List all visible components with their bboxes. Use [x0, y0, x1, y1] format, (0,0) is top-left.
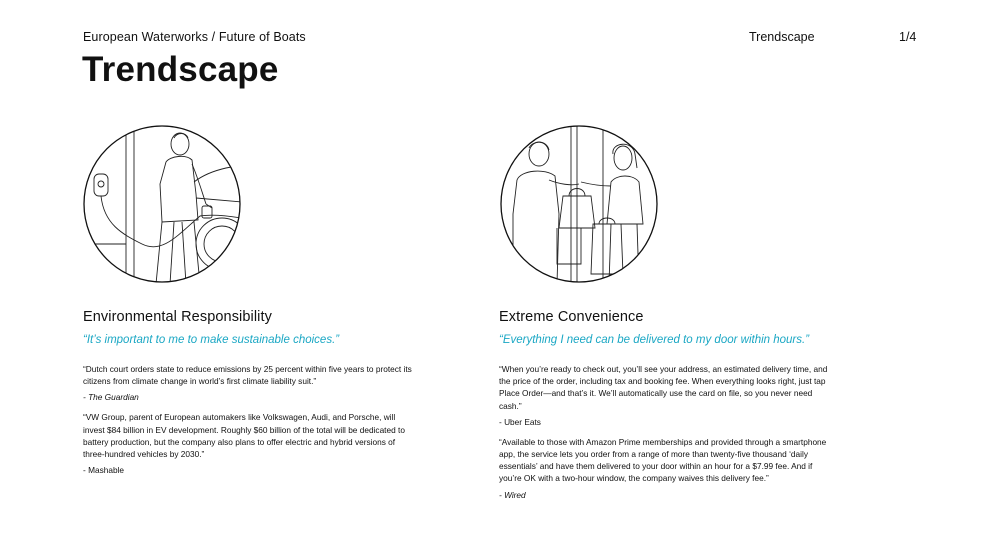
- excerpt-source: - Wired: [499, 489, 526, 500]
- column-quote: “Everything I need can be delivered to my door within hours.”: [499, 334, 810, 346]
- excerpt-source: - Mashable: [83, 465, 125, 476]
- column-heading: Extreme Convenience: [499, 309, 644, 325]
- delivery-handoff-illustration: [499, 124, 659, 284]
- breadcrumb: European Waterworks / Future of Boats: [83, 30, 306, 44]
- column-quote: “It’s important to me to make sustainable choices.”: [83, 334, 340, 346]
- excerpt-text: “Dutch court orders state to reduce emissions by 25 percent within five years to protect its citizens from climate change in world’s first climate liability suit.”: [83, 364, 412, 387]
- section-label: Trendscape: [749, 30, 815, 44]
- excerpt-text: “Available to those with Amazon Prime memberships and provided through a smartphone app, the service lets you order from a range of more than twenty-five thousand ‘daily essentials’ and have them delivered to your door within an hour for a $7.99 fee. And if you’re OK with a two-hour window, the company waives this delivery fee.”: [499, 436, 827, 484]
- column-extreme-convenience: [499, 309, 834, 501]
- ev-charging-illustration: [82, 124, 242, 284]
- excerpt-source: - Uber Eats: [499, 416, 541, 427]
- column-heading: Environmental Responsibility: [83, 309, 272, 325]
- column-environmental-responsibility: [83, 309, 418, 476]
- excerpt-text: “VW Group, parent of European automakers like Volkswagen, Audi, and Porsche, will invest $84 billion in EV development. Roughly $60 billion of the total will be dedicated to battery production, but the company also plans to offer electric and hybrid versions of three-hundred vehicles by 2030.”: [83, 412, 405, 460]
- excerpt-text: “When you’re ready to check out, you’ll see your address, an estimated delivery time, and the price of the order, including tax and booking fee. When everything looks right, just tap Place Order—and that’s it. We’ll automatically use the card on file, so you never need cash.”: [499, 364, 828, 411]
- page-title: Trendscape: [82, 50, 279, 89]
- excerpt-source: - The Guardian: [83, 392, 139, 403]
- page-number: 1/4: [899, 30, 917, 44]
